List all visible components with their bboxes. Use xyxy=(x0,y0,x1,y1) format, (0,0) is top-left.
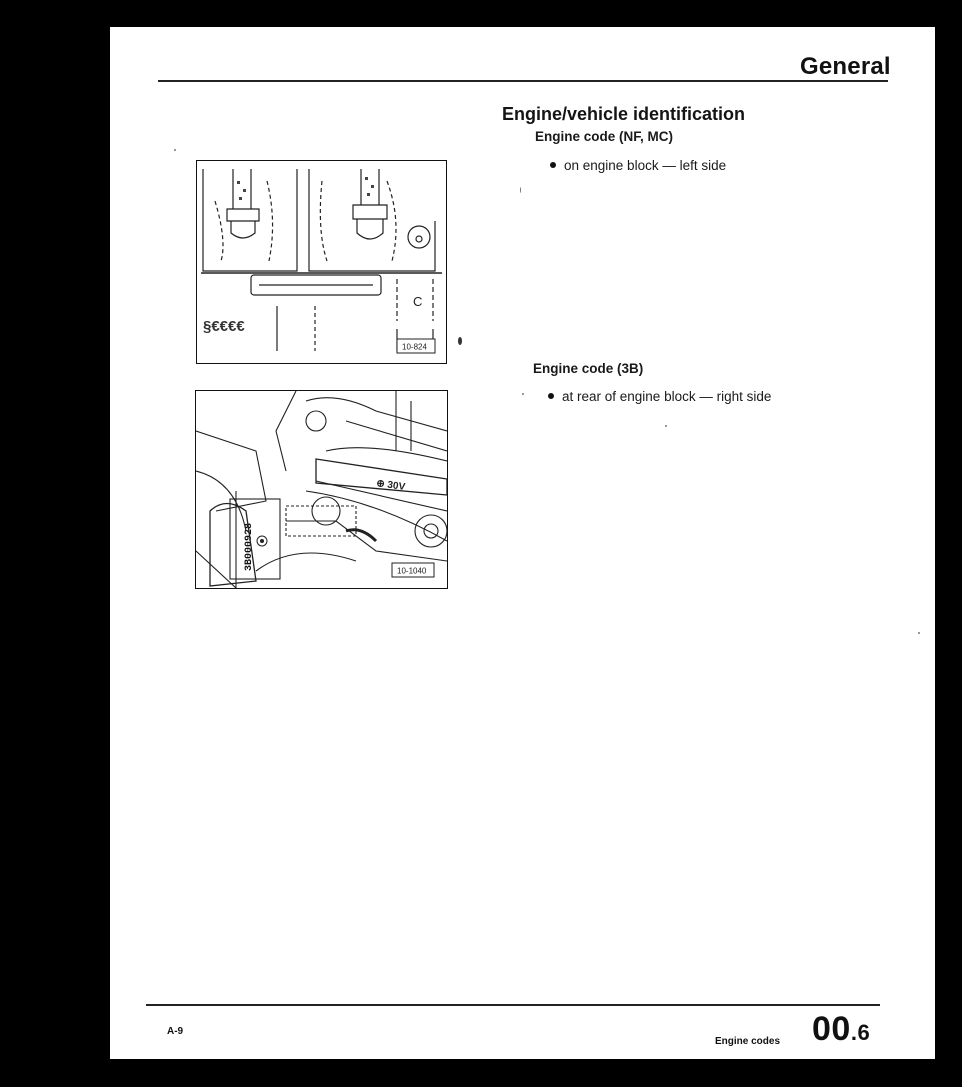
engine-code-3b-location: at rear of engine block — right side xyxy=(562,389,772,404)
figure-letter-c: C xyxy=(413,294,423,309)
engine-number-stamp: 3B000928 xyxy=(244,522,255,571)
scan-mark xyxy=(458,337,462,345)
figure-engine-bay-right xyxy=(195,390,448,589)
engine-code-stamp: §€€€€ xyxy=(203,318,245,335)
header-rule xyxy=(158,80,888,82)
scan-mark xyxy=(665,425,667,427)
page-number: A-9 xyxy=(167,1026,184,1037)
section-number-minor: .6 xyxy=(850,1020,871,1045)
svg-text:⊕ 30V: ⊕ 30V xyxy=(375,478,406,494)
section-number xyxy=(812,1010,870,1049)
bullet-dot xyxy=(550,162,556,168)
footer-label: Engine codes xyxy=(715,1036,781,1047)
scan-mark xyxy=(918,632,920,634)
footer-rule xyxy=(146,1004,880,1006)
engine-bay-illustration xyxy=(196,391,447,588)
scan-mark xyxy=(174,149,176,151)
engine-block-illustration xyxy=(197,161,446,363)
figure-engine-block-left xyxy=(196,160,447,364)
engine-code-nf-mc-location: on engine block — left side xyxy=(564,158,727,173)
figure-bottom-ref: 10-1040 xyxy=(397,566,427,576)
bullet-dot xyxy=(548,393,554,399)
figure-top-ref: 10-824 xyxy=(402,342,427,352)
engine-code-3b-bullet xyxy=(548,389,771,404)
engine-code-3b-heading: Engine code (3B) xyxy=(533,361,644,376)
scan-mark xyxy=(520,187,521,193)
manual-page xyxy=(110,27,935,1059)
scan-mark xyxy=(522,393,524,395)
engine-code-nf-mc-bullet xyxy=(550,158,726,173)
section-number-major: 00 xyxy=(812,1010,851,1048)
page-header-title: General xyxy=(800,53,891,80)
engine-code-nf-mc-heading: Engine code (NF, MC) xyxy=(535,129,673,144)
section-title: Engine/vehicle identification xyxy=(502,104,746,124)
